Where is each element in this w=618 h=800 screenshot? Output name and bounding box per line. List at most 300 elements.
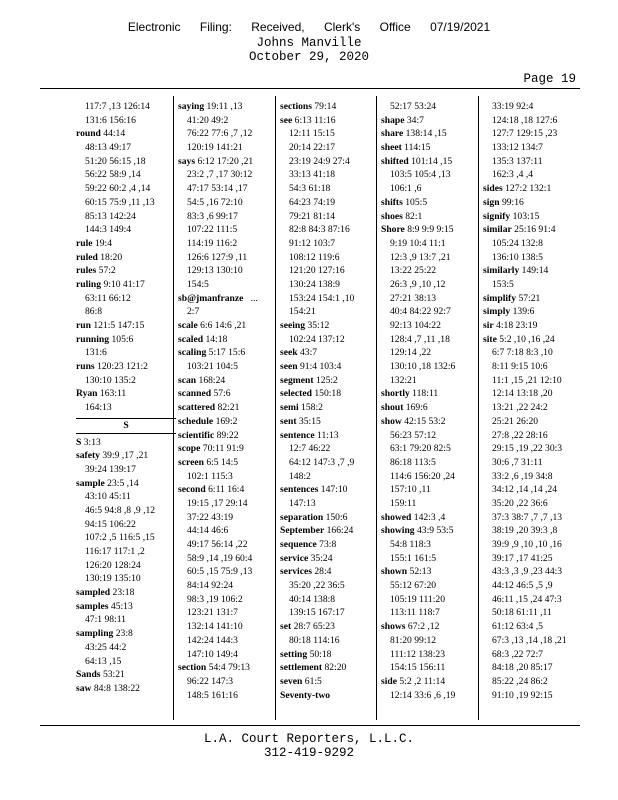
index-continuation: 43:25 44:2 [85,641,127,653]
index-continuation: 23:19 24:9 27:4 [289,155,350,167]
index-continuation: 64:23 74:19 [289,196,336,208]
index-continuation: 136:10 138:5 [492,251,543,263]
index-continuation: 130:19 135:10 [85,573,141,585]
index-entry [178,456,278,470]
index-entry [381,675,481,689]
index-continuation: 27:8 ,22 28:16 [492,429,548,441]
index-continuation: 86:8 [85,306,103,318]
index-references: 158:2 [298,402,323,414]
index-references: 8:9 9:9 9:15 [404,224,454,236]
index-column-2 [178,100,278,702]
index-continuation: 91:10 ,19 92:15 [492,689,553,701]
index-headword: show [381,415,402,427]
index-continuation: 155:1 161:5 [390,552,437,564]
index-entry [76,449,176,463]
index-headword: sheet [381,142,402,154]
index-headword: schedule [178,415,214,427]
index-entry [483,264,583,278]
index-continuation: 84:18 ,20 85:17 [492,662,553,674]
index-headword: scope [178,443,201,455]
index-references: 82:20 [322,662,347,674]
index-headword: seeing [280,320,306,331]
index-headword: sentences [280,484,319,496]
index-references: 28:4 [311,566,332,578]
filing-date: 07/19/2021 [430,20,491,34]
index-entry [76,251,176,265]
index-entry [280,661,380,675]
index-continuation: 54:3 61:18 [289,183,331,195]
index-continuation: 107:22 111:5 [187,224,238,236]
index-continuation: 86:18 113:5 [390,456,436,468]
index-headword: screen [178,456,204,468]
index-continuation: 124:18 ,18 127:6 [492,114,558,126]
index-references: 57:6 [211,388,231,400]
index-references: 5:2 ,10 ,16 ,24 [496,333,555,345]
index-continuation: 59:22 60:2 ,4 ,14 [85,183,151,195]
index-headword: simplify [483,292,517,304]
index-headword: scale [178,320,198,331]
index-references: 11:13 [314,429,339,441]
index-entry [76,319,176,333]
index-headword: sentence [280,429,315,441]
index-continuation: 6:7 7:18 8:3 ,10 [492,347,553,359]
index-references: 19:4 [92,237,112,249]
index-references: 45:13 [108,600,133,612]
index-headword: seven [280,675,303,687]
case-header [0,36,618,64]
index-references: 25:16 91:4 [511,224,556,236]
index-continuation: 41:20 49:2 [187,114,229,126]
index-entry [178,346,278,360]
reporter-name: L.A. Court Reporters, L.L.C. [203,732,415,746]
index-references: 169:6 [403,402,428,414]
index-entry [280,114,380,128]
index-continuation: 56:22 58:9 ,14 [85,169,141,181]
index-headword: settlement [280,662,323,674]
index-references: 169:2 [213,415,238,427]
index-references: 121:5 147:15 [90,320,145,331]
index-entry [76,264,176,278]
index-references: 105:5 [402,196,428,208]
index-references: 150:18 [311,388,342,400]
index-entry [381,620,481,634]
index-entry [280,648,380,662]
index-headword: saw [76,682,92,694]
index-entry [381,387,481,401]
index-headword: setting [280,648,308,660]
index-continuation: 133:12 134:7 [492,142,543,154]
index-headword: Sands [76,669,101,681]
index-references: 19:11 ,13 [204,101,243,112]
index-continuation: 98:3 ,19 106:2 [187,593,243,605]
index-entry [381,127,481,141]
index-entry [280,552,380,566]
index-continuation: 47:17 53:14 ,17 [187,183,248,195]
index-continuation: 164:13 [85,402,112,414]
index-headword: set [280,621,292,633]
index-headword: sides [483,183,503,195]
index-references: 103:15 [510,210,540,222]
index-headword: shoes [381,210,403,222]
index-continuation: 148:5 161:16 [187,689,238,701]
index-continuation: 64:12 147:3 ,7 ,9 [289,456,355,468]
filing-word: Clerk's [323,20,361,34]
index-headword: seen [280,361,298,373]
index-entry [76,387,176,401]
index-references: 35:15 [296,415,321,427]
index-references: 101:14 ,15 [408,155,453,167]
index-references: 52:13 [407,566,432,578]
index-continuation: 55:12 67:20 [390,580,437,592]
index-headword: selected [280,388,312,400]
index-headword: site [483,333,497,345]
index-entry [76,627,176,641]
index-headword: second [178,484,206,496]
index-headword: similarly [483,265,520,277]
index-headword: see [280,114,293,126]
index-references: 6:5 14:5 [203,456,239,468]
index-entry [280,346,380,360]
index-references: 118:11 [409,388,439,400]
index-continuation: 51:20 56:15 ,18 [85,155,146,167]
index-continuation: 12:14 33:6 ,6 ,19 [390,689,456,701]
index-headword: signify [483,210,511,222]
index-references: 125:2 [313,374,338,386]
index-continuation: 63:11 66:12 [85,292,131,304]
index-continuation: 44:12 46:5 ,5 ,9 [492,580,553,592]
index-continuation: 43:10 45:11 [85,491,131,503]
index-continuation: 130:24 138:9 [289,278,340,290]
index-references: 23:8 [113,628,133,640]
index-continuation: 12:7 46:22 [289,443,331,455]
index-continuation: 123:21 131:7 [187,607,238,619]
index-references: 99:16 [499,196,524,208]
index-continuation: 130:10 ,18 132:6 [390,361,456,373]
index-headword: scan [178,374,197,386]
index-headword: sequence [280,539,317,550]
index-continuation: 116:17 117:1 ,2 [85,546,145,557]
index-entry [381,210,481,224]
index-headword: scaling [178,347,207,359]
index-references: 5:17 15:6 [206,347,246,359]
index-headword: shown [381,566,408,578]
index-continuation: 126:20 128:24 [85,559,141,571]
index-continuation: 34:12 ,14 ,14 ,24 [492,484,558,496]
index-entry [178,374,278,388]
index-references: 53:21 [100,669,125,681]
index-entry [178,429,278,443]
index-references: 147:10 [318,484,348,496]
index-entry [483,292,583,306]
index-entry [280,401,380,415]
filing-stamp [0,20,618,34]
index-continuation: 94:15 106:22 [85,518,136,530]
index-entry [76,360,176,374]
index-continuation: 128:4 ,7 ,11 ,18 [390,333,450,345]
index-entry [381,565,481,579]
index-entry [280,360,380,374]
index-continuation: 13:21 ,22 24:2 [492,402,548,414]
index-continuation: 23:2 ,7 ,17 30:12 [187,169,253,181]
index-continuation: 132:21 [390,374,417,386]
index-references: 42:15 53:2 [401,415,446,427]
index-references: 4:18 23:19 [493,320,538,331]
index-continuation: 26:3 ,9 ,10 ,12 [390,278,446,290]
index-headword: separation [280,511,324,523]
index-headword: saying [178,101,205,112]
footer [0,732,618,760]
index-entry [76,278,176,292]
index-headword: round [76,128,101,140]
index-entry [178,415,278,429]
filing-word: Office [379,20,411,34]
index-continuation: 33:19 92:4 [492,101,534,112]
index-entry [483,210,583,224]
index-entry [381,141,481,155]
index-entry [280,565,380,579]
index-entry [178,100,278,114]
index-headword: S [76,436,82,448]
case-name: Johns Manville [256,36,362,50]
index-headword: service [280,552,309,564]
index-continuation: 52:17 53:24 [390,101,437,112]
index-entry [280,100,380,114]
index-references: 163:11 [97,388,127,400]
index-continuation: 153:24 154:1 ,10 [289,292,355,304]
index-continuation: 76:22 77:6 ,7 ,12 [187,128,253,140]
index-headword: Shore [381,224,405,236]
index-continuation: 111:12 138:23 [390,648,445,660]
index-references: 82:21 [215,402,240,414]
index-entry [280,524,380,538]
index-continuation: 126:6 127:9 ,11 [187,251,248,263]
index-references: 139:6 [510,306,535,318]
index-references: 142:3 ,4 [411,511,446,523]
index-entry [381,114,481,128]
index-continuation: 102:24 137:12 [289,333,345,345]
index-headword: sample [76,477,105,489]
bottom-rule [40,725,580,726]
index-continuation: 33:2 ,6 ,19 34:8 [492,470,553,482]
index-entry [381,511,481,525]
index-continuation: 13:22 25:22 [390,265,437,277]
index-references: 70:11 91:9 [200,443,244,455]
index-headword: sir [483,320,494,331]
section-letter: S [76,418,176,434]
index-references: 6:11 16:4 [205,484,245,496]
index-continuation: 148:2 [289,470,311,482]
index-headword: running [76,333,110,345]
index-entry [381,401,481,415]
index-continuation: 121:20 127:16 [289,265,345,277]
index-entry [76,600,176,614]
index-references: 89:22 [214,429,239,441]
index-references: 43:9 53:5 [414,525,454,537]
index-headword: sampled [76,587,111,599]
index-continuation: 47:1 98:11 [85,614,126,626]
index-headword: runs [76,361,95,373]
index-continuation: 48:13 49:17 [85,142,132,154]
index-entry [381,524,481,538]
filing-word: Received, [251,20,305,34]
index-references: 23:5 ,14 [104,477,139,489]
index-headword: seek [280,347,298,359]
index-continuation: 46:11 ,15 ,24 47:3 [492,593,562,605]
index-entry [483,305,583,319]
index-continuation: 67:3 ,13 ,14 ,18 ,21 [492,634,567,646]
index-continuation: 11:1 ,15 ,21 12:10 [492,374,562,386]
index-continuation: 56:23 57:12 [390,429,437,441]
index-references: 67:2 ,12 [405,621,440,633]
index-entry [483,182,583,196]
index-entry [280,319,380,333]
index-references: 82:1 [402,210,423,222]
index-continuation: 29:15 ,19 ,22 30:3 [492,443,563,455]
index-continuation: 60:5 ,15 75:9 ,13 [187,566,253,578]
index-references: 39:9 ,17 ,21 [99,450,149,462]
index-entry [280,689,380,703]
index-continuation: 61:12 63:4 ,5 [492,621,543,633]
index-continuation: 60:15 75:9 ,11 ,13 [85,196,155,208]
index-continuation: 139:15 167:17 [289,607,345,619]
index-continuation: 83:3 ,6 99:17 [187,210,238,222]
index-entry [280,511,380,525]
index-continuation: 154:21 [289,306,316,318]
index-continuation: 113:11 118:7 [390,607,440,619]
index-headword: Seventy-two [280,689,331,701]
index-references: 5:2 ,2 11:14 [397,675,446,687]
index-continuation: 120:19 141:21 [187,142,243,154]
index-continuation: 12:14 13:18 ,20 [492,388,553,400]
index-entry [280,387,380,401]
index-continuation: 147:13 [289,497,316,509]
index-continuation: 2:7 [187,306,200,318]
index-headword: shortly [381,388,410,400]
index-entry [381,223,481,237]
index-continuation: 27:21 38:13 [390,292,437,304]
index-continuation: 105:19 111:20 [390,593,445,605]
index-headword: sections [280,101,312,112]
index-headword: run [76,320,91,331]
index-continuation: 43:3 ,3 ,9 ,23 44:3 [492,566,563,578]
index-entry [280,483,380,497]
index-headword: showing [381,525,415,537]
index-continuation: 130:10 135:2 [85,374,136,386]
index-continuation: 44:14 46:6 [187,525,229,537]
index-continuation: 129:14 ,22 [390,347,432,359]
index-continuation: 127:7 129:15 ,23 [492,128,558,140]
index-entry [178,387,278,401]
index-references: 3:13 [81,436,101,448]
index-continuation: 64:13 ,15 [85,655,122,667]
index-continuation: 35:20 ,22 36:5 [289,580,345,592]
index-references: 6:13 11:16 [292,114,336,126]
index-references: 6:12 17:20 ,21 [195,155,254,167]
index-headword: scanned [178,388,212,400]
index-references: 91:4 103:4 [297,361,342,373]
index-continuation: 30:6 ,7 31:11 [492,456,543,468]
index-headword: rule [76,237,93,249]
index-entry [381,155,481,169]
index-headword: shows [381,621,406,633]
index-entry [280,374,380,388]
index-entry [178,442,278,456]
index-references: 105:6 [109,333,134,345]
index-entry [178,333,278,347]
index-continuation: 8:11 9:15 10:6 [492,361,548,373]
index-continuation: 162:3 ,4 ,4 [492,169,534,181]
index-column-3 [280,100,380,702]
index-continuation: 12:3 ,9 13:7 ,21 [390,251,451,263]
index-references: 28:7 65:23 [291,621,335,633]
index-headword: shifted [381,155,409,167]
index-entry [381,415,481,429]
index-headword: ruling [76,278,102,290]
index-headword: safety [76,450,100,462]
index-continuation: 135:3 137:11 [492,155,543,167]
index-references: 114:15 [401,142,431,154]
index-continuation: 35:20 ,22 36:6 [492,497,548,509]
index-continuation: 154:5 [187,278,209,290]
index-continuation: 37:22 43:19 [187,511,234,523]
index-references: 138:14 ,15 [403,128,447,140]
index-continuation: 85:22 ,24 86:2 [492,675,548,687]
index-continuation: 102:1 115:3 [187,470,233,482]
index-entry [178,661,278,675]
index-references: 61:5 [302,675,322,687]
index-headword: scientific [178,429,215,441]
index-references: 50:18 [307,648,332,660]
index-column-4 [381,100,481,702]
index-continuation: 91:12 103:7 [289,237,336,249]
index-entry [76,668,176,682]
index-references: 14:18 [203,333,228,345]
index-entry [381,196,481,210]
index-continuation: 20:14 22:17 [289,142,336,154]
index-headword: shout [381,402,404,414]
index-references: 168:24 [196,374,226,386]
index-continuation: 157:10 ,11 [390,484,431,496]
index-headword: segment [280,374,314,386]
index-entry [178,401,278,415]
index-continuation: 81:20 99:12 [390,634,437,646]
index-column-5 [483,100,583,702]
index-continuation: 108:12 119:6 [289,251,340,263]
index-headword: September [280,525,325,537]
index-references: 73:8 [316,539,337,550]
index-headword: Ryan [76,388,98,400]
index-headword: section [178,662,207,674]
index-continuation: 9:19 10:4 11:1 [390,237,446,249]
index-headword: shape [381,114,405,126]
index-continuation: 33:13 41:18 [289,169,336,181]
index-references: 84:8 138:22 [91,682,140,694]
index-continuation: 96:22 147:3 [187,675,234,687]
index-entry [280,675,380,689]
index-continuation: 129:13 130:10 [187,265,243,277]
index-continuation: 49:17 56:14 ,22 [187,539,248,550]
index-entry [483,196,583,210]
index-continuation: 46:5 94:8 ,8 ,9 ,12 [85,504,156,516]
index-references: 43:7 [297,347,318,359]
index-continuation: 106:1 ,6 [390,183,422,195]
index-headword: scattered [178,402,216,414]
index-headword: side [381,675,397,687]
index-continuation: 39:9 ,9 ,10 ,10 ,16 [492,539,562,550]
index-continuation: 85:13 142:24 [85,210,136,222]
index-references: ... [243,292,258,304]
index-references: 6:6 14:6 ,21 [197,320,247,331]
